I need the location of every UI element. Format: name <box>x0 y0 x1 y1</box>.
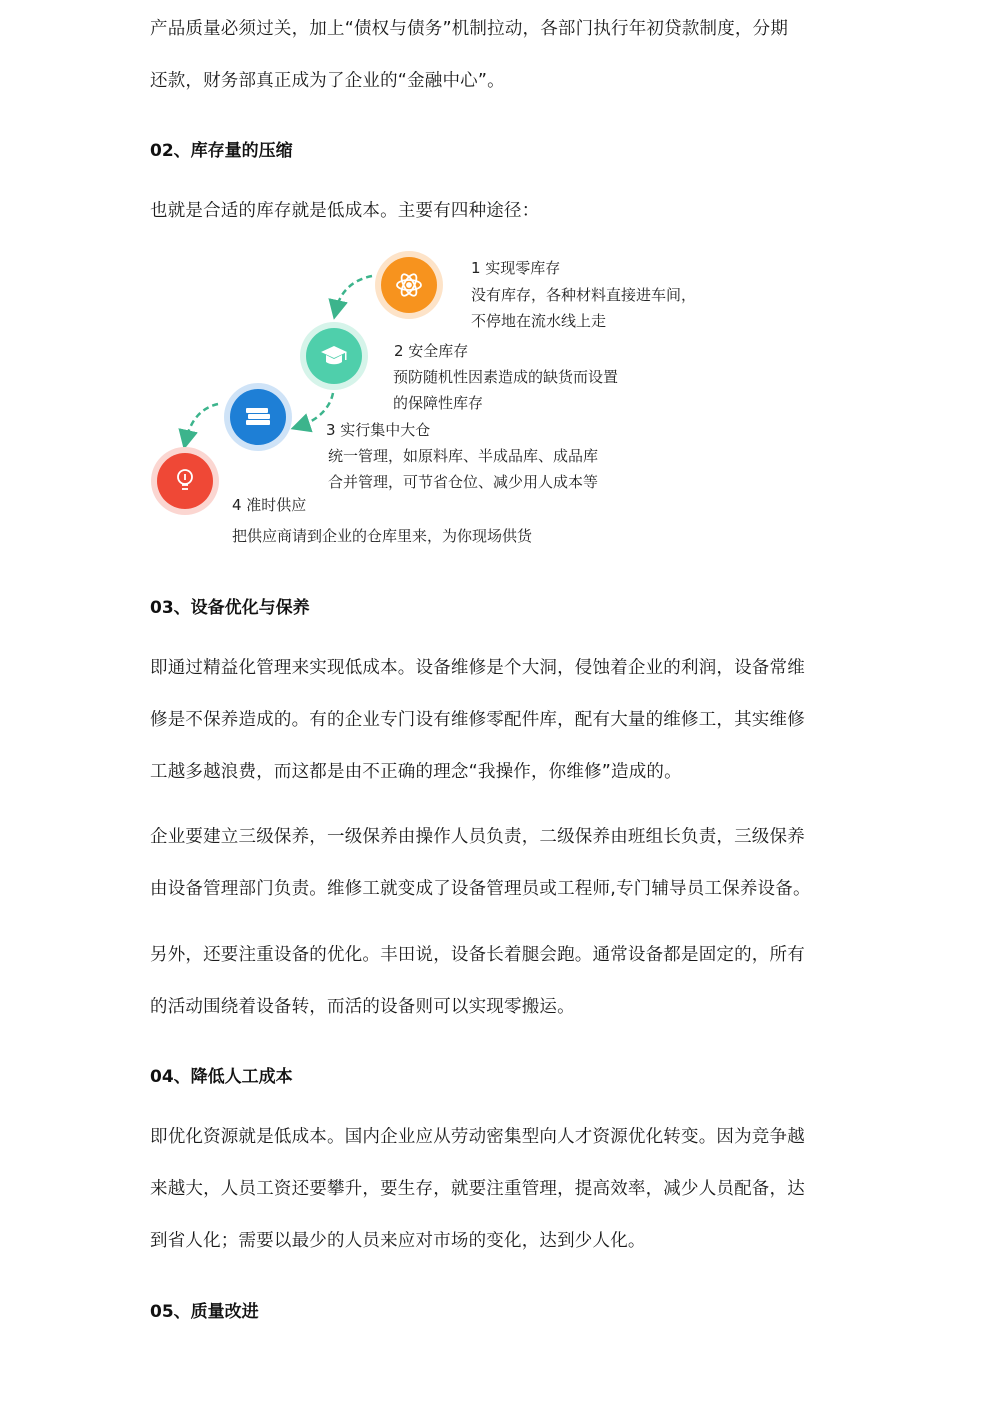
paragraph-line: 的活动围绕着设备转，而活的设备则可以实现零搬运。 <box>150 997 575 1017</box>
paragraph-line: 由设备管理部门负责。维修工就变成了设备管理员或工程师,专门辅导员工保养设备。 <box>150 879 811 899</box>
paragraph-line: 到省人化；需要以最少的人员来应对市场的变化，达到少人化。 <box>150 1231 646 1251</box>
step-1-desc-clip <box>471 282 771 330</box>
step-1-label: 1 实现零库存 <box>471 259 561 277</box>
step-2-label: 2 安全库存 <box>394 342 469 360</box>
paragraph-line: 来越大，人员工资还要攀升，要生存，就要注重管理，提高效率，减少人员配备，达 <box>150 1179 805 1199</box>
step-4-circle <box>151 447 219 515</box>
step-3-desc: 统一管理，如原料库、半成品库、成品库 <box>328 447 599 465</box>
step-4-desc: 把供应商请到企业的仓库里来，为你现场供货 <box>232 527 533 545</box>
section-heading-02: 02、库存量的压缩 <box>150 141 293 161</box>
paragraph-line: 企业要建立三级保养，一级保养由操作人员负责，二级保养由班组长负责，三级保养 <box>150 827 805 847</box>
flow-arrow <box>186 404 218 440</box>
section-heading-05: 05、质量改进 <box>150 1302 259 1322</box>
paragraph-line: 产品质量必须过关，加上“债权与债务”机制拉动，各部门执行年初贷款制度，分期 <box>150 19 789 39</box>
step-1-desc: 不停地在流水线上走 <box>471 312 607 330</box>
inventory-methods-diagram <box>140 240 740 560</box>
step-3-circle <box>224 383 292 451</box>
step-1-circle <box>375 251 443 319</box>
flow-arrow <box>336 276 372 310</box>
paragraph-line: 还款，财务部真正成为了企业的“金融中心”。 <box>150 71 505 91</box>
step-3-label: 3 实行集中大仓 <box>326 421 431 439</box>
step-2-desc: 的保障性库存 <box>393 394 484 412</box>
section-heading-04: 04、降低人工成本 <box>150 1067 293 1087</box>
paragraph-line: 即通过精益化管理来实现低成本。设备维修是个大洞，侵蚀着企业的利润，设备常维 <box>150 658 805 678</box>
step-1-desc: 没有库存，各种材料直接进车间， <box>471 286 697 304</box>
step-4-label: 4 准时供应 <box>232 496 307 514</box>
paragraph-line: 也就是合适的库存就是低成本。主要有四种途径： <box>150 201 540 221</box>
step-2-circle <box>300 322 368 390</box>
paragraph-line: 即优化资源就是低成本。国内企业应从劳动密集型向人才资源优化转变。因为竞争越 <box>150 1127 805 1147</box>
paragraph-line: 修是不保养造成的。有的企业专门设有维修零配件库，配有大量的维修工，其实维修 <box>150 710 805 730</box>
step-3-desc: 合并管理，可节省仓位、减少用人成本等 <box>328 473 599 491</box>
paragraph-line: 另外，还要注重设备的优化。丰田说，设备长着腿会跑。通常设备都是固定的，所有 <box>150 945 805 965</box>
section-heading-03: 03、设备优化与保养 <box>150 598 310 618</box>
books-icon <box>246 408 270 425</box>
paragraph-line: 工越多越浪费，而这都是由不正确的理念“我操作，你维修”造成的。 <box>150 762 682 782</box>
step-2-desc: 预防随机性因素造成的缺货而设置 <box>393 368 619 386</box>
